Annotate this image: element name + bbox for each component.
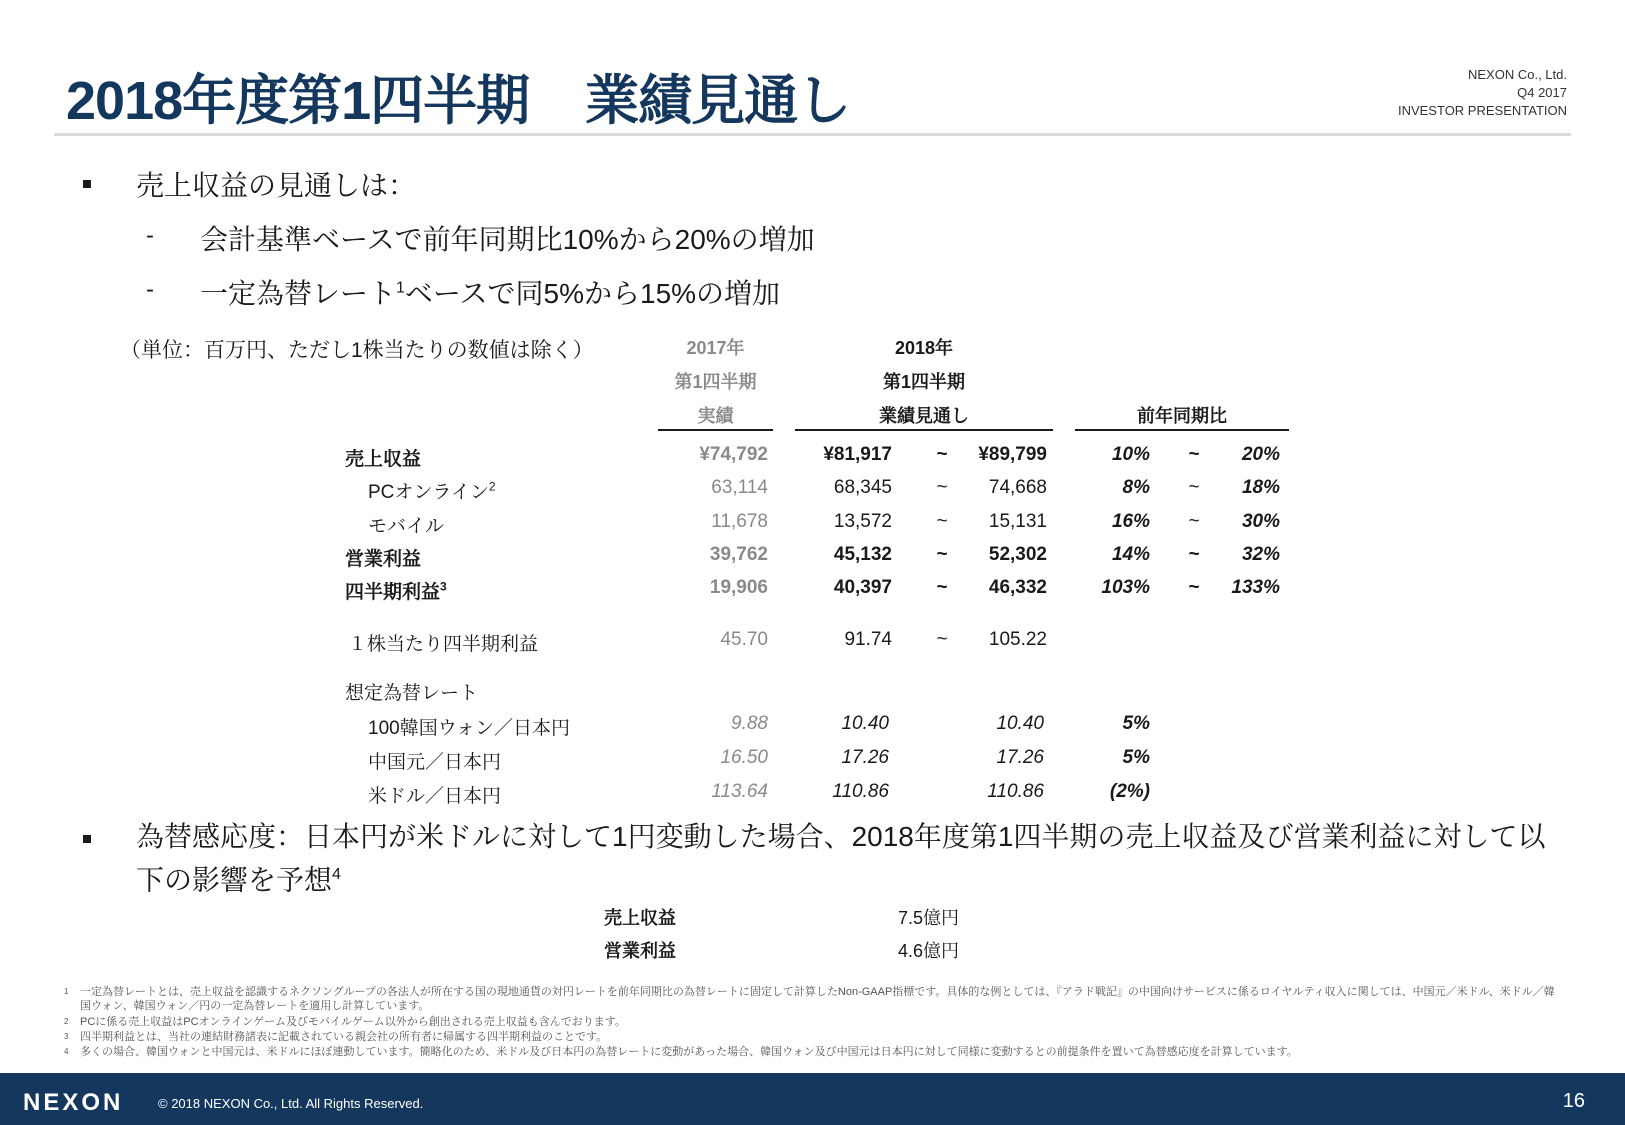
header-2018-forecast: 業績見通し xyxy=(879,406,969,426)
value-forecast-high: 10.40 xyxy=(996,713,1044,734)
yoy-high: 30% xyxy=(1241,511,1280,532)
footnote-text: 一定為替レートとは、売上収益を認識するネクソングループの各法人が所在する国の現地通貨の対円レートを前年同期比の為替レートに固定して計算したNon-GAAP指標です。具体的な例としては、『アラド戦記』の中国向けサービスに係るロイヤルティ収入に関しては、中国元／米ドル、米ドル／韓国ウォン、韓国ウォン／円の一定為替レートを適用し計算しています。 xyxy=(80,986,1555,1012)
sub-bullet-text: ベースで同5%から15%の増加 xyxy=(404,278,781,309)
row-label xyxy=(345,577,447,604)
table-row-revenue xyxy=(0,444,1625,470)
value-2017: 45.70 xyxy=(720,629,768,650)
presentation-label: INVESTOR PRESENTATION xyxy=(1397,103,1567,118)
range-tilde: ~ xyxy=(936,444,948,465)
yoy-tilde: ~ xyxy=(1188,544,1200,565)
header-2017-year: 2017年 xyxy=(686,338,745,358)
header-yoy: 前年同期比 xyxy=(1137,406,1227,426)
row-label-text: 四半期利益 xyxy=(345,582,441,603)
header-underline xyxy=(658,429,773,431)
sensitivity-label-operating-income: 営業利益 xyxy=(604,941,676,961)
header-2017-actual: 実績 xyxy=(697,406,734,426)
table-row-pc-online xyxy=(0,477,1625,503)
yoy-high: 18% xyxy=(1241,477,1280,498)
value-forecast-low: 68,345 xyxy=(833,477,892,498)
value-2017: 9.88 xyxy=(731,713,768,734)
yoy-high: 20% xyxy=(1241,444,1280,465)
table-row-fx-usd xyxy=(0,781,1625,807)
value-2017: 16.50 xyxy=(720,747,768,768)
yoy-low: 16% xyxy=(1111,511,1150,532)
title-divider xyxy=(54,133,1571,136)
bullet-square xyxy=(83,835,91,843)
company-name: NEXON Co., Ltd. xyxy=(1468,67,1567,82)
table-row-fx-cny xyxy=(0,747,1625,773)
range-tilde: ~ xyxy=(936,577,948,598)
row-label xyxy=(368,477,496,504)
value-2017: 113.64 xyxy=(711,781,768,802)
value-forecast-low: 17.26 xyxy=(841,747,889,768)
value-2017: 39,762 xyxy=(709,544,768,565)
header-2018-year: 2018年 xyxy=(894,338,954,358)
yoy-high: 133% xyxy=(1231,577,1280,598)
footnote-text: 四半期利益とは、当社の連結財務諸表に記載されている親会社の所有者に帰属する四半期利益のことです。 xyxy=(80,1031,608,1043)
copyright: © 2018 NEXON Co., Ltd. All Rights Reserved. xyxy=(158,1096,424,1111)
sensitivity-text: 為替感応度：日本円が米ドルに対して1円変動した場合、2018年度第1四半期の売上収益及び営業利益に対して以下の影響を予想 xyxy=(136,821,1546,896)
yoy-low: 103% xyxy=(1101,577,1150,598)
yoy-low: 14% xyxy=(1111,544,1150,565)
value-forecast-low: 10.40 xyxy=(841,713,889,734)
table-row-mobile xyxy=(0,511,1625,537)
title-part1: 2018年度第1四半期 xyxy=(66,71,530,131)
row-label: １株当たり四半期利益 xyxy=(348,634,539,655)
value-forecast-low: ¥81,917 xyxy=(823,444,892,465)
value-forecast-high: 52,302 xyxy=(988,544,1047,565)
footnote-3 xyxy=(64,1030,1560,1044)
value-2017: 19,906 xyxy=(709,577,768,598)
footnote-2 xyxy=(64,1015,1560,1029)
yoy-tilde: ~ xyxy=(1188,577,1200,598)
sub-bullet-constant-fx xyxy=(200,272,780,312)
yoy-low: 10% xyxy=(1111,444,1150,465)
row-label: 営業利益 xyxy=(345,549,422,570)
bullet-square xyxy=(83,180,91,188)
footnote-ref: 1 xyxy=(396,279,405,297)
header-2018-quarter: 第1四半期 xyxy=(882,372,965,392)
footnote-1 xyxy=(64,985,1560,1013)
yoy-value: 5% xyxy=(1122,713,1150,734)
value-forecast-low: 13,572 xyxy=(833,511,892,532)
footnote-number: 3 xyxy=(64,1032,69,1041)
range-tilde: ~ xyxy=(936,511,948,532)
value-forecast-high: 110.86 xyxy=(987,781,1044,802)
yoy-high: 32% xyxy=(1241,544,1280,565)
dash-marker: - xyxy=(146,276,154,303)
row-label: モバイル xyxy=(368,516,445,537)
table-row-fx-krw xyxy=(0,713,1625,739)
table-row-eps xyxy=(0,629,1625,655)
header-underline xyxy=(1075,429,1289,431)
nexon-logo: NEXON xyxy=(23,1089,124,1116)
yoy-tilde: ~ xyxy=(1188,444,1200,465)
row-label: 100韓国ウォン／日本円 xyxy=(368,718,570,739)
footnote-4 xyxy=(64,1045,1560,1059)
footnote-number: 2 xyxy=(64,1017,69,1026)
value-forecast-high: 46,332 xyxy=(988,577,1047,598)
title-part2: 業績見通し xyxy=(585,71,851,131)
footnote-number: 1 xyxy=(64,987,69,996)
footnote-ref: 3 xyxy=(440,579,447,594)
row-label: 米ドル／日本円 xyxy=(368,786,502,807)
footnote-number: 4 xyxy=(64,1047,69,1056)
row-label: 中国元／日本円 xyxy=(368,752,502,773)
footnote-ref: 4 xyxy=(332,866,341,883)
sensitivity-label-revenue: 売上収益 xyxy=(604,908,676,928)
value-forecast-low: 91.74 xyxy=(844,629,892,650)
header-underline xyxy=(795,429,1053,431)
footnote-ref: 2 xyxy=(488,479,496,494)
yoy-tilde: ~ xyxy=(1188,511,1200,532)
table-row-net-income xyxy=(0,577,1625,603)
yoy-tilde: ~ xyxy=(1188,477,1200,498)
footnote-text: PCに係る売上収益はPCオンラインゲーム及びモバイルゲーム以外から創出される売上収益も含んでおります。 xyxy=(80,1016,626,1028)
value-forecast-high: 74,668 xyxy=(988,477,1047,498)
value-forecast-high: 17.26 xyxy=(996,747,1044,768)
row-label: 売上収益 xyxy=(345,449,422,470)
value-forecast-low: 110.86 xyxy=(832,781,889,802)
range-tilde: ~ xyxy=(936,477,948,498)
yoy-low: 8% xyxy=(1122,477,1150,498)
value-forecast-high: 105.22 xyxy=(988,629,1047,650)
value-forecast-low: 45,132 xyxy=(833,544,892,565)
row-label-text: PCオンライン xyxy=(368,482,489,503)
footnote-text: 多くの場合、韓国ウォンと中国元は、米ドルにほぼ連動しています。簡略化のため、米ドル及び日本円の為替レートに変動があった場合、韓国ウォン及び中国元は日本円に対して同様に変動するとの前提条件を置いて為替感応度を計算しています。 xyxy=(80,1046,1298,1058)
range-tilde: ~ xyxy=(936,629,948,650)
yoy-value: (2%) xyxy=(1109,781,1150,802)
value-2017: ¥74,792 xyxy=(699,444,768,465)
sub-bullet-gaap: 会計基準ベースで前年同期比10%から20%の増加 xyxy=(200,224,815,255)
quarter-label: Q4 2017 xyxy=(1517,85,1567,100)
sub-bullet-text: 一定為替レート xyxy=(200,278,397,309)
bullet-revenue-outlook: 売上収益の見通しは： xyxy=(136,170,417,201)
page-title xyxy=(66,58,850,135)
value-2017: 63,114 xyxy=(711,477,768,498)
dash-marker: - xyxy=(146,222,154,249)
value-forecast-high: 15,131 xyxy=(988,511,1047,532)
corner-info xyxy=(1398,66,1567,120)
fx-heading: 想定為替レート xyxy=(345,683,479,704)
page-number: 16 xyxy=(1562,1090,1585,1112)
value-forecast-low: 40,397 xyxy=(833,577,892,598)
table-row-operating-income xyxy=(0,544,1625,570)
sensitivity-value-revenue: 7.5億円 xyxy=(898,908,960,928)
header-2017-quarter: 第1四半期 xyxy=(674,372,757,392)
value-2017: 11,678 xyxy=(711,511,768,532)
unit-note: （単位：百万円、ただし1株当たりの数値は除く） xyxy=(120,339,594,362)
range-tilde: ~ xyxy=(936,544,948,565)
sensitivity-value-operating-income: 4.6億円 xyxy=(898,941,960,961)
bullet-fx-sensitivity xyxy=(136,818,1556,899)
value-forecast-high: ¥89,799 xyxy=(978,444,1047,465)
yoy-value: 5% xyxy=(1122,747,1150,768)
